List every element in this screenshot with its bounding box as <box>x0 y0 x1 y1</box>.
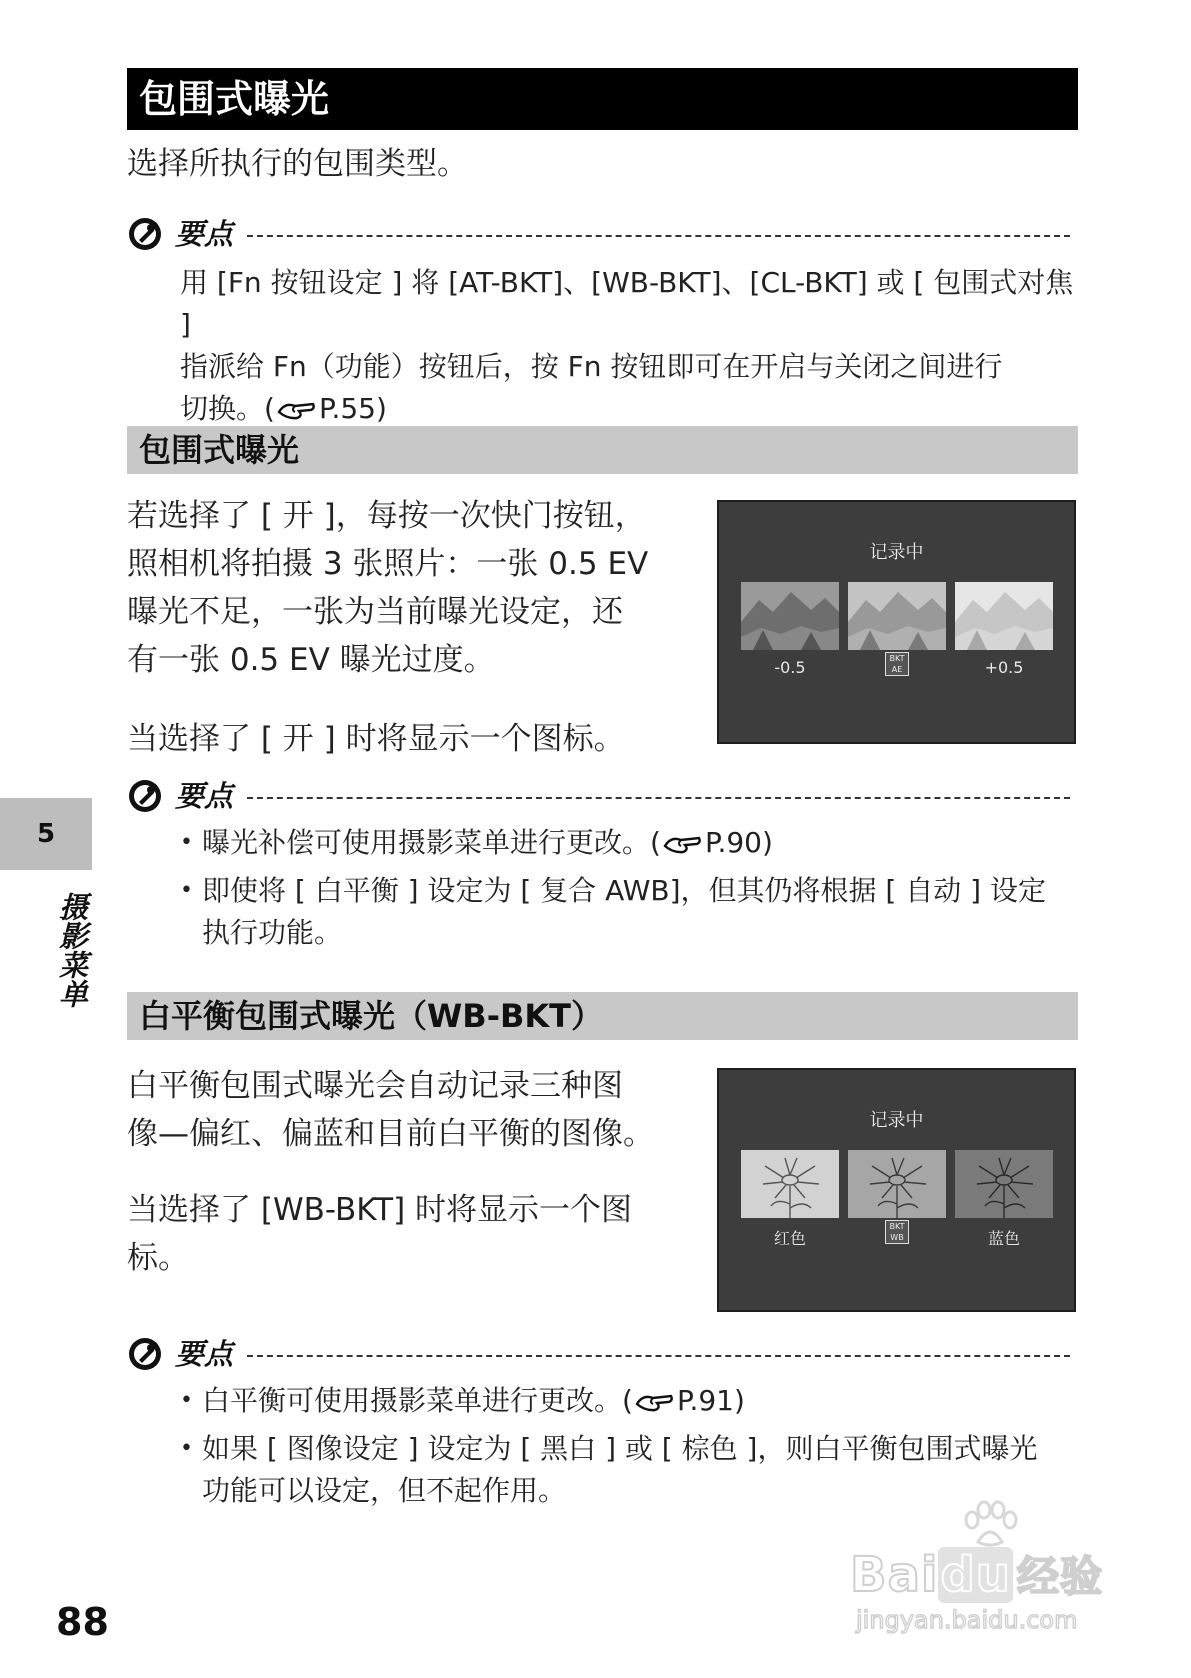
baidu-watermark <box>850 1500 1140 1650</box>
section-2-line: 当选择了 [WB-BKT] 时将显示一个图 <box>127 1192 633 1228</box>
note-1-line: 用 [Fn 按钮设定 ] 将 [AT-BKT]、[WB-BKT]、[CL-BKT] 或 [ 包围式对焦 ] <box>180 266 1074 341</box>
screen-title: 记录中 <box>869 542 924 563</box>
screen-title: 记录中 <box>869 1110 924 1131</box>
bkt-ae-badge <box>885 652 909 676</box>
note-1-line <box>180 388 1080 430</box>
note-header <box>127 776 1078 816</box>
note-2-bullet <box>180 822 1080 864</box>
over-exposure-label: +0.5 <box>984 658 1024 677</box>
section-1-line: 有一张 0.5 EV 曝光过度。 <box>127 642 495 678</box>
page-number: 88 <box>56 1600 109 1644</box>
note-2-bullet <box>180 870 1080 954</box>
watermark-brand <box>850 1544 1103 1604</box>
section-1-line: 若选择了 [ 开 ]，每按一次快门按钮， <box>127 498 646 534</box>
note-3-ref-text: 白平衡可使用摄影菜单进行更改。( <box>202 1384 633 1417</box>
note-2-line: • 即使将 [ 白平衡 ] 设定为 [ 复合 AWB]，但其仍将根据 [ 自动 ] 设定 <box>202 874 1046 907</box>
badge-top-text: BKT <box>889 1222 905 1231</box>
watermark-brand-part: du <box>940 1547 1011 1603</box>
note-2-ref-page: P.90) <box>704 826 773 859</box>
under-exposure-label: -0.5 <box>774 658 806 677</box>
badge-top-text: BKT <box>889 654 905 663</box>
note-3-line: 功能可以设定，但不起作用。 <box>202 1474 567 1507</box>
section-1-line: 照相机将拍摄 3 张照片：一张 0.5 EV <box>127 546 649 582</box>
section-title-exposure-bracket: 包围式曝光 <box>127 426 1078 474</box>
note-1-ref-text: 切换。( <box>180 392 275 425</box>
note-1-line: 指派给 Fn（功能）按钮后，按 Fn 按钮即可在开启与关闭之间进行 <box>180 350 1003 383</box>
section-2-line: 标。 <box>127 1240 189 1276</box>
flower-thumbnail-red <box>741 1150 839 1218</box>
pin-icon <box>127 216 163 252</box>
landscape-thumbnail-over <box>955 582 1053 650</box>
watermark-url: jingyan.baidu.com <box>856 1606 1078 1634</box>
page-title: 包围式曝光 <box>127 68 1078 130</box>
chapter-tab-number: 5 <box>0 798 92 870</box>
section-2-line: 像—偏红、偏蓝和目前白平衡的图像。 <box>127 1116 654 1152</box>
section-1-icon-note: 当选择了 [ 开 ] 时将显示一个图标。 <box>127 721 625 757</box>
note-header <box>127 1334 1078 1374</box>
landscape-thumbnail-normal <box>848 582 946 650</box>
landscape-thumbnail-under <box>741 582 839 650</box>
section-2-icon-note <box>127 1186 707 1282</box>
camera-screen-ae-bracket <box>717 500 1076 744</box>
bkt-wb-badge <box>885 1220 909 1244</box>
badge-bottom-text: WB <box>890 1233 904 1242</box>
page-reference-icon <box>277 398 317 420</box>
note-label: 要点 <box>175 217 234 251</box>
section-1-paragraph <box>127 492 707 684</box>
note-divider <box>247 797 1070 799</box>
chapter-tab-label: 摄影菜单 <box>55 892 89 1008</box>
note-2-ref-text: 曝光补偿可使用摄影菜单进行更改。( <box>202 826 661 859</box>
section-2-paragraph <box>127 1062 707 1158</box>
paw-icon <box>960 1500 1020 1548</box>
note-label: 要点 <box>175 779 234 813</box>
red-label: 红色 <box>773 1229 806 1248</box>
flower-thumbnail-blue <box>955 1150 1053 1218</box>
section-title-wb-bracket: 白平衡包围式曝光（WB-BKT） <box>127 992 1078 1040</box>
note-header <box>127 214 1078 254</box>
section-1-line: 曝光不足，一张为当前曝光设定，还 <box>127 594 623 630</box>
note-divider <box>247 1355 1070 1357</box>
pin-icon <box>127 778 163 814</box>
page-reference-icon <box>635 1390 675 1412</box>
note-1-body <box>180 262 1080 430</box>
watermark-brand-part: Bai <box>850 1547 939 1603</box>
note-1-ref-page: P.55) <box>318 392 387 425</box>
note-2-line: 执行功能。 <box>202 916 343 949</box>
intro-text: 选择所执行的包围类型。 <box>127 146 468 182</box>
watermark-cn: 经验 <box>1016 1552 1103 1601</box>
flower-thumbnail-normal <box>848 1150 946 1218</box>
note-divider <box>247 235 1070 237</box>
note-3-bullet <box>180 1380 1080 1422</box>
note-label: 要点 <box>175 1337 234 1371</box>
note-3-ref-page: P.91) <box>676 1384 745 1417</box>
note-2-body <box>180 822 1080 954</box>
pin-icon <box>127 1336 163 1372</box>
camera-screen-wb-bracket <box>717 1068 1076 1312</box>
note-3-body <box>180 1380 1080 1512</box>
section-2-line: 白平衡包围式曝光会自动记录三种图 <box>127 1068 623 1104</box>
badge-bottom-text: AE <box>891 665 903 674</box>
note-3-line: • 如果 [ 图像设定 ] 设定为 [ 黑白 ] 或 [ 棕色 ]，则白平衡包围式曝光 <box>202 1432 1038 1465</box>
page-reference-icon <box>663 832 703 854</box>
blue-label: 蓝色 <box>987 1229 1020 1248</box>
